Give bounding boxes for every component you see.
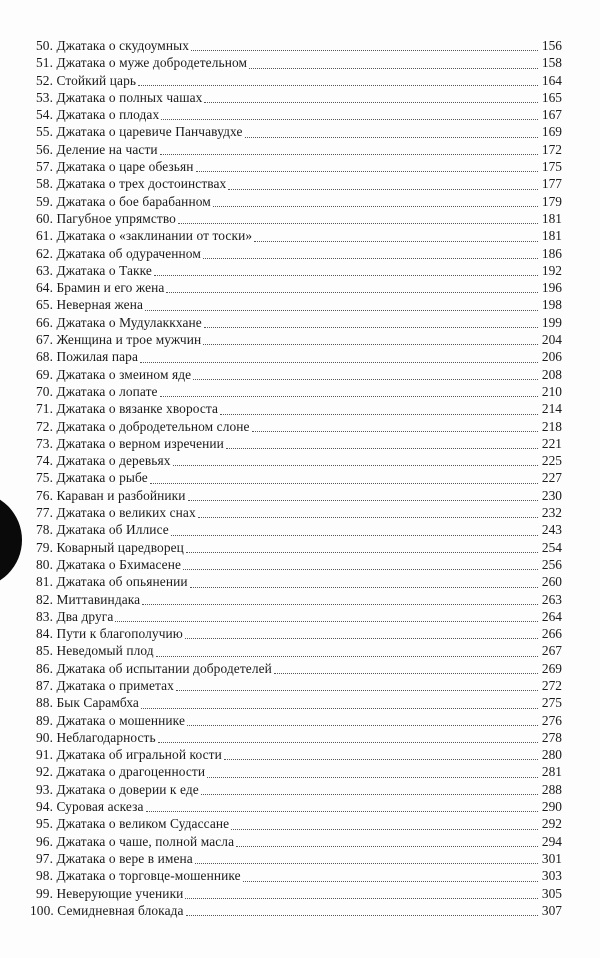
toc-entry-title: 99. Неверующие ученики: [36, 885, 184, 901]
dot-leader: [228, 189, 538, 190]
toc-entry-title: 62. Джатака об одураченном: [36, 245, 201, 261]
toc-entry-title: 59. Джатака о бое барабанном: [36, 193, 211, 209]
toc-entry-page-number: 164: [541, 72, 562, 88]
dot-leader: [245, 137, 538, 138]
dot-leader: [196, 171, 538, 172]
toc-entry-title: 100. Семидневная блокада: [30, 902, 184, 918]
toc-entry-title: 78. Джатака об Иллисе: [36, 522, 169, 538]
toc-entry-page-number: 204: [541, 332, 562, 348]
toc-entry: [36, 504, 562, 521]
toc-entry-page-number: 214: [541, 401, 562, 417]
dot-leader: [156, 656, 538, 657]
toc-entry-page-number: 256: [541, 556, 562, 572]
table-of-contents: [30, 37, 562, 919]
dot-leader: [115, 621, 538, 622]
dot-leader: [220, 414, 538, 415]
toc-entry-title: 97. Джатака о вере в имена: [36, 850, 193, 866]
toc-entry-title: 51. Джатака о муже добродетельном: [36, 55, 248, 71]
toc-entry-page-number: 175: [541, 159, 562, 175]
toc-entry-title: 69. Джатака о змеином яде: [36, 366, 192, 382]
dot-leader: [198, 517, 538, 518]
dot-leader: [185, 638, 538, 639]
toc-entry: [36, 833, 562, 850]
toc-entry: [36, 521, 562, 538]
toc-entry: [36, 452, 562, 469]
toc-entry-page-number: 172: [541, 141, 562, 157]
toc-entry-page-number: 177: [541, 176, 562, 192]
toc-entry: [36, 660, 562, 677]
dot-leader: [188, 500, 538, 501]
toc-entry: [36, 781, 562, 798]
toc-entry-page-number: 230: [541, 487, 562, 503]
toc-entry: [36, 625, 562, 642]
toc-entry-title: 63. Джатака о Такке: [36, 262, 152, 278]
dot-leader: [252, 431, 538, 432]
dot-leader: [185, 898, 538, 899]
toc-entry-page-number: 198: [541, 297, 562, 313]
toc-entry-page-number: 303: [541, 868, 562, 884]
toc-entry: [36, 469, 562, 486]
toc-entry-title: 96. Джатака о чаше, полной масла: [36, 833, 235, 849]
toc-entry-page-number: 221: [541, 435, 562, 451]
toc-entry: [36, 37, 562, 54]
toc-entry-title: 72. Джатака о добродетельном слоне: [36, 418, 250, 434]
toc-entry: [36, 158, 562, 175]
toc-entry-page-number: 210: [541, 383, 562, 399]
dot-leader: [178, 223, 538, 224]
dot-leader: [166, 292, 538, 293]
dot-leader: [207, 777, 538, 778]
toc-entry-title: 80. Джатака о Бхимасене: [36, 556, 182, 572]
toc-entry-title: 91. Джатака об игральной кости: [36, 747, 222, 763]
toc-entry-page-number: 301: [541, 850, 562, 866]
dot-leader: [274, 673, 538, 674]
toc-entry-page-number: 269: [541, 660, 562, 676]
toc-entry-page-number: 156: [541, 38, 562, 53]
toc-entry: [36, 383, 562, 400]
toc-entry-title: 87. Джатака о приметах: [36, 677, 174, 693]
toc-entry: [36, 72, 562, 89]
toc-entry-page-number: 186: [541, 245, 562, 261]
toc-entry: [36, 279, 562, 296]
toc-entry-page-number: 267: [541, 643, 562, 659]
toc-entry-page-number: 278: [541, 729, 562, 745]
toc-entry: [36, 227, 562, 244]
toc-entry: [36, 712, 562, 729]
toc-entry-title: 71. Джатака о вязанке хвороста: [36, 401, 219, 417]
toc-entry-title: 65. Неверная жена: [36, 297, 144, 313]
toc-entry-title: 64. Брамин и его жена: [36, 280, 165, 296]
dot-leader: [249, 68, 538, 69]
toc-entry-page-number: 290: [541, 799, 562, 815]
toc-entry: [36, 539, 562, 556]
toc-entry: [36, 591, 562, 608]
dot-leader: [186, 552, 538, 553]
dot-leader: [201, 794, 538, 795]
dot-leader: [146, 811, 538, 812]
dot-leader: [203, 258, 538, 259]
toc-entry-page-number: 192: [541, 262, 562, 278]
toc-entry-page-number: 254: [541, 539, 562, 555]
toc-entry: [36, 798, 562, 815]
toc-entry: [36, 487, 562, 504]
toc-entry: [36, 400, 562, 417]
toc-entry-title: 57. Джатака о царе обезьян: [36, 159, 194, 175]
dot-leader: [160, 396, 538, 397]
toc-entry-title: 52. Стойкий царь: [36, 72, 137, 88]
dot-leader: [203, 344, 538, 345]
dot-leader: [213, 206, 538, 207]
toc-entry-title: 74. Джатака о деревьях: [36, 453, 171, 469]
toc-entry-title: 75. Джатака о рыбе: [36, 470, 148, 486]
toc-entry: [36, 123, 562, 140]
dot-leader: [171, 535, 538, 536]
toc-entry-title: 93. Джатака о доверии к еде: [36, 781, 199, 797]
toc-entry: [36, 694, 562, 711]
dot-leader: [161, 119, 538, 120]
toc-entry-page-number: 199: [541, 314, 562, 330]
dot-leader: [150, 483, 538, 484]
toc-entry-page-number: 272: [541, 677, 562, 693]
toc-entry-title: 92. Джатака о драгоценности: [36, 764, 206, 780]
dot-leader: [138, 85, 538, 86]
toc-entry-title: 73. Джатака о верном изречении: [36, 435, 224, 451]
toc-entry: [36, 210, 562, 227]
toc-entry: [36, 815, 562, 832]
toc-entry-page-number: 225: [541, 453, 562, 469]
toc-entry-page-number: 158: [541, 55, 562, 71]
dot-leader: [204, 327, 538, 328]
toc-entry-page-number: 181: [541, 228, 562, 244]
dot-leader: [158, 742, 538, 743]
toc-entry-page-number: 227: [541, 470, 562, 486]
toc-entry: [36, 314, 562, 331]
dot-leader: [141, 708, 538, 709]
toc-entry-title: 54. Джатака о плодах: [36, 107, 160, 123]
dot-leader: [224, 759, 538, 760]
toc-entry: [36, 175, 562, 192]
dot-leader: [142, 604, 538, 605]
toc-entry-title: 84. Пути к благополучию: [36, 626, 183, 642]
toc-entry-page-number: 263: [541, 591, 562, 607]
toc-entry: [36, 193, 562, 210]
toc-entry: [36, 608, 562, 625]
toc-entry-title: 61. Джатака о «заклинании от тоски»: [36, 228, 253, 244]
toc-entry-title: 95. Джатака о великом Судассане: [36, 816, 230, 832]
toc-entry: [36, 89, 562, 106]
toc-entry-page-number: 243: [541, 522, 562, 538]
toc-entry: [36, 746, 562, 763]
toc-entry-title: 66. Джатака о Мудулаккхане: [36, 314, 202, 330]
toc-entry-page-number: 276: [541, 712, 562, 728]
toc-entry-page-number: 167: [541, 107, 562, 123]
toc-entry-page-number: 181: [541, 210, 562, 226]
toc-entry: [36, 54, 562, 71]
toc-entry-title: 76. Караван и разбойники: [36, 487, 186, 503]
toc-entry-page-number: 275: [541, 695, 562, 711]
toc-entry-title: 89. Джатака о мошеннике: [36, 712, 186, 728]
toc-entry: [36, 366, 562, 383]
toc-entry-title: 81. Джатака об опьянении: [36, 574, 188, 590]
toc-entry: [36, 763, 562, 780]
toc-entry: [36, 262, 562, 279]
dot-leader: [173, 465, 538, 466]
toc-entry-title: 60. Пагубное упрямство: [36, 210, 176, 226]
dot-leader: [183, 569, 538, 570]
toc-entry-page-number: 280: [541, 747, 562, 763]
dot-leader: [195, 863, 538, 864]
toc-entry: [36, 556, 562, 573]
dot-leader: [145, 310, 538, 311]
toc-entry: [36, 867, 562, 884]
toc-entry: [36, 573, 562, 590]
dot-leader: [140, 362, 538, 363]
toc-entry-title: 58. Джатака о трех достоинствах: [36, 176, 227, 192]
toc-entry-title: 83. Два друга: [36, 608, 114, 624]
toc-entry-page-number: 179: [541, 193, 562, 209]
toc-entry-page-number: 288: [541, 781, 562, 797]
toc-entry-title: 86. Джатака об испытании добродетелей: [36, 660, 272, 676]
toc-entry-title: 94. Суровая аскеза: [36, 799, 144, 815]
toc-entry-title: 82. Миттавиндака: [36, 591, 141, 607]
toc-entry-title: 53. Джатака о полных чашах: [36, 89, 203, 105]
toc-entry-title: 67. Женщина и трое мужчин: [36, 332, 202, 348]
dot-leader: [160, 154, 538, 155]
toc-entry-title: 88. Бык Сарамбха: [36, 695, 139, 711]
toc-entry-page-number: 260: [541, 574, 562, 590]
toc-entry: [36, 348, 562, 365]
toc-entry: [36, 642, 562, 659]
toc-entry: [36, 296, 562, 313]
dot-leader: [191, 50, 538, 51]
toc-entry-title: 79. Коварный царедворец: [36, 539, 184, 555]
toc-entry: [36, 141, 562, 158]
toc-entry-page-number: 307: [541, 902, 562, 918]
dot-leader: [186, 915, 538, 916]
toc-entry: [36, 245, 562, 262]
binding-shadow: [0, 492, 22, 588]
toc-entry: [36, 418, 562, 435]
dot-leader: [236, 846, 538, 847]
toc-entry-title: 90. Неблагодарность: [36, 729, 156, 745]
toc-entry-title: 98. Джатака о торговце-мошеннике: [36, 868, 241, 884]
toc-entry: [36, 729, 562, 746]
dot-leader: [204, 102, 538, 103]
toc-entry-page-number: 305: [541, 885, 562, 901]
toc-entry-title: 56. Деление на части: [36, 141, 158, 157]
toc-entry-title: 85. Неведомый плод: [36, 643, 154, 659]
toc-entry-page-number: 208: [541, 366, 562, 382]
toc-entry: [36, 106, 562, 123]
toc-entry-page-number: 281: [541, 764, 562, 780]
toc-entry-page-number: 218: [541, 418, 562, 434]
toc-entry: [36, 885, 562, 902]
dot-leader: [176, 690, 538, 691]
toc-entry-title: 55. Джатака о царевиче Панчавудхе: [36, 124, 243, 140]
toc-entry-title: 68. Пожилая пара: [36, 349, 139, 365]
dot-leader: [231, 829, 538, 830]
dot-leader: [193, 379, 538, 380]
toc-entry: [36, 435, 562, 452]
toc-entry-page-number: 169: [541, 124, 562, 140]
toc-entry: [36, 677, 562, 694]
dot-leader: [254, 241, 538, 242]
dot-leader: [243, 881, 538, 882]
toc-entry-page-number: 232: [541, 505, 562, 521]
dot-leader: [190, 587, 538, 588]
toc-entry-page-number: 266: [541, 626, 562, 642]
toc-entry-title: 70. Джатака о лопате: [36, 383, 158, 399]
toc-entry: [36, 850, 562, 867]
toc-entry: [30, 902, 562, 919]
toc-entry: [36, 331, 562, 348]
toc-entry-page-number: 292: [541, 816, 562, 832]
toc-entry-title: 50. Джатака о скудоумных: [36, 38, 190, 53]
toc-entry-page-number: 294: [541, 833, 562, 849]
toc-entry-page-number: 264: [541, 608, 562, 624]
dot-leader: [226, 448, 538, 449]
toc-entry-title: 77. Джатака о великих снах: [36, 505, 196, 521]
dot-leader: [187, 725, 538, 726]
dot-leader: [154, 275, 538, 276]
toc-entry-page-number: 206: [541, 349, 562, 365]
toc-entry-page-number: 165: [541, 89, 562, 105]
toc-entry-page-number: 196: [541, 280, 562, 296]
